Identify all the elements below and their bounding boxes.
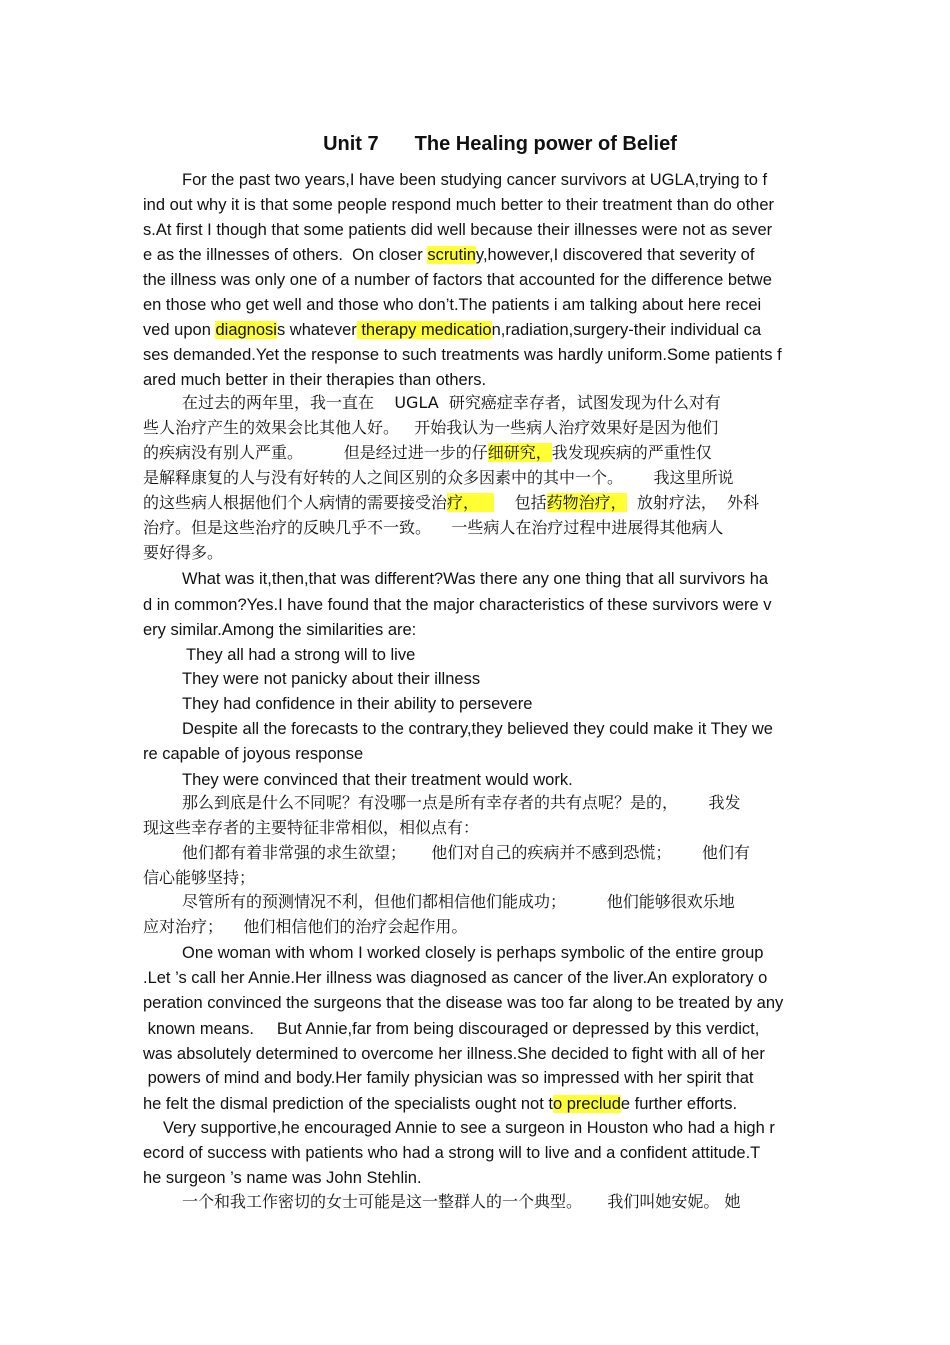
- text-segment: he felt the dismal prediction of the specialists ought not t: [143, 1095, 553, 1113]
- text-line: [182, 668, 480, 690]
- text-segment: 尽管所有的预测情况不利，但他们都相信他们能成功； 他们能够很欢乐地: [182, 892, 735, 911]
- highlighted-text: diagnosi: [215, 321, 277, 339]
- text-line: [143, 1167, 422, 1189]
- text-segment: One woman with whom I worked closely is perhaps symbolic of the entire group: [182, 944, 764, 962]
- text-line: [143, 1018, 759, 1040]
- text-segment: 包括: [494, 493, 547, 512]
- text-segment: 在过去的两年里，我一直在 UGLA 研究癌症幸存者，试图发现为什么对有: [182, 393, 721, 412]
- text-segment: 现这些幸存者的主要特征非常相似，相似点有：: [143, 818, 480, 837]
- text-segment: e further efforts.: [620, 1095, 738, 1113]
- highlighted-text: 疗，: [447, 493, 495, 512]
- text-segment: d in common?Yes.I have found that the major characteristics of these survivors were v: [143, 596, 772, 614]
- text-segment: ved upon: [143, 321, 216, 339]
- text-segment: 些人治疗产生的效果会比其他人好。 开始我认为一些病人治疗效果好是因为他们: [143, 418, 719, 437]
- unit-label: Unit 7: [323, 133, 379, 155]
- text-line: [143, 417, 718, 439]
- text-line: [186, 644, 415, 666]
- highlighted-text: o preclud: [553, 1095, 621, 1113]
- text-line: [143, 344, 782, 366]
- text-line: [182, 169, 767, 191]
- text-line: [143, 619, 416, 641]
- text-segment: ery similar.Among the similarities are:: [143, 621, 417, 639]
- text-segment: n,radiation,surgery-their individual ca: [491, 321, 762, 339]
- text-line: [182, 842, 750, 864]
- text-segment: 是解释康复的人与没有好转的人之间区别的众多因素中的其中一个。 我这里所说: [143, 468, 734, 487]
- text-segment: Despite all the forecasts to the contrary,they believed they could make it They we: [182, 720, 773, 738]
- text-line: [143, 867, 255, 889]
- text-line: [143, 194, 774, 216]
- text-segment: e as the illnesses of others. On closer: [143, 246, 428, 264]
- text-line: [182, 891, 735, 913]
- text-line: [143, 817, 479, 839]
- text-line: [182, 942, 763, 964]
- text-segment: They had confidence in their ability to persevere: [182, 695, 533, 713]
- text-line: [143, 992, 783, 1014]
- text-line: [143, 594, 772, 616]
- text-line: [143, 219, 772, 241]
- text-segment: y,however,I discovered that severity of: [475, 246, 755, 264]
- text-segment: 一个和我工作密切的女士可能是这一整群人的一个典型。 我们叫她安妮。 她: [182, 1192, 741, 1211]
- text-segment: s whatever: [276, 321, 357, 339]
- text-segment: They were not panicky about their illness: [182, 670, 481, 688]
- text-segment: Very supportive,he encouraged Annie to see a surgeon in Houston who had a high r: [163, 1119, 775, 1137]
- text-segment: 应对治疗； 他们相信他们的治疗会起作用。: [143, 917, 468, 936]
- text-segment: ses demanded.Yet the response to such treatments was hardly uniform.Some patients f: [143, 346, 782, 364]
- text-segment: en those who get well and those who don’t.The patients i am talking about here recei: [143, 296, 762, 314]
- text-line: [143, 517, 723, 539]
- text-line: [143, 442, 712, 464]
- text-line: [143, 467, 734, 489]
- text-line: [143, 1043, 765, 1065]
- text-line: [143, 967, 767, 989]
- text-segment: ind out why it is that some people respond much better to their treatment than do other: [143, 196, 775, 214]
- text-line: [143, 743, 363, 765]
- text-segment: What was it,then,that was different?Was there any one thing that all survivors ha: [182, 570, 769, 588]
- text-line: [143, 542, 223, 564]
- text-line: [143, 492, 759, 514]
- text-line: [143, 916, 467, 938]
- text-segment: 我发现疾病的严重性仅: [551, 443, 712, 462]
- text-line: [182, 769, 573, 791]
- highlighted-text: 细研究，: [487, 443, 552, 462]
- highlighted-text: therapy medicatio: [356, 321, 492, 339]
- text-segment: .Let ’s call her Annie.Her illness was diagnosed as cancer of the liver.An exploratory o: [143, 969, 768, 987]
- text-segment: For the past two years,I have been studying cancer survivors at UGLA,trying to f: [182, 171, 768, 189]
- text-segment: re capable of joyous response: [143, 745, 364, 763]
- text-line: [143, 244, 754, 266]
- text-line: [182, 568, 768, 590]
- text-segment: They all had a strong will to live: [186, 646, 416, 664]
- text-segment: 的疾病没有别人严重。 但是经过进一步的仔: [143, 443, 488, 462]
- text-segment: 要好得多。: [143, 543, 224, 562]
- text-segment: he surgeon ’s name was John Stehlin.: [143, 1169, 422, 1187]
- text-segment: 放射疗法， 外科: [626, 493, 760, 512]
- text-segment: was absolutely determined to overcome her illness.She decided to fight with all of her: [143, 1045, 765, 1063]
- text-segment: 治疗。但是这些治疗的反映几乎不一致。 一些病人在治疗过程中进展得其他病人: [143, 518, 724, 537]
- text-line: [143, 1142, 760, 1164]
- text-segment: ecord of success with patients who had a strong will to live and a confident attitude.T: [143, 1144, 761, 1162]
- text-line: [163, 1117, 775, 1139]
- text-line: [143, 1067, 753, 1089]
- text-line: [182, 718, 773, 740]
- text-line: [182, 693, 532, 715]
- text-line: [182, 792, 741, 814]
- text-line: [143, 319, 761, 341]
- text-segment: known means. But Annie,far from being discouraged or depressed by this verdict,: [143, 1020, 760, 1038]
- text-segment: peration convinced the surgeons that the disease was too far along to be treated by any: [143, 994, 784, 1012]
- page-title: [0, 133, 950, 156]
- text-line: [143, 369, 486, 391]
- text-segment: s.At first I though that some patients did well because their illnesses were not as sever: [143, 221, 773, 239]
- text-line: [143, 1093, 737, 1115]
- highlighted-text: 药物治疗，: [546, 493, 627, 512]
- highlighted-text: scrutin: [427, 246, 476, 264]
- text-segment: 的这些病人根据他们个人病情的需要接受治: [143, 493, 448, 512]
- text-line: [143, 294, 761, 316]
- text-line: [182, 392, 721, 414]
- text-segment: They were convinced that their treatment would work.: [182, 771, 573, 789]
- text-segment: powers of mind and body.Her family physician was so impressed with her spirit that: [143, 1069, 754, 1087]
- title-text: The Healing power of Belief: [414, 133, 677, 155]
- text-segment: ared much better in their therapies than others.: [143, 371, 487, 389]
- text-segment: 信心能够坚持；: [143, 868, 256, 887]
- text-segment: 那么到底是什么不同呢？有没哪一点是所有幸存者的共有点呢？是的， 我发: [182, 793, 741, 812]
- text-line: [143, 269, 772, 291]
- text-line: [182, 1191, 741, 1213]
- text-segment: the illness was only one of a number of factors that accounted for the difference betwe: [143, 271, 772, 289]
- text-segment: 他们都有着非常强的求生欲望； 他们对自己的疾病并不感到恐慌； 他们有: [182, 843, 750, 862]
